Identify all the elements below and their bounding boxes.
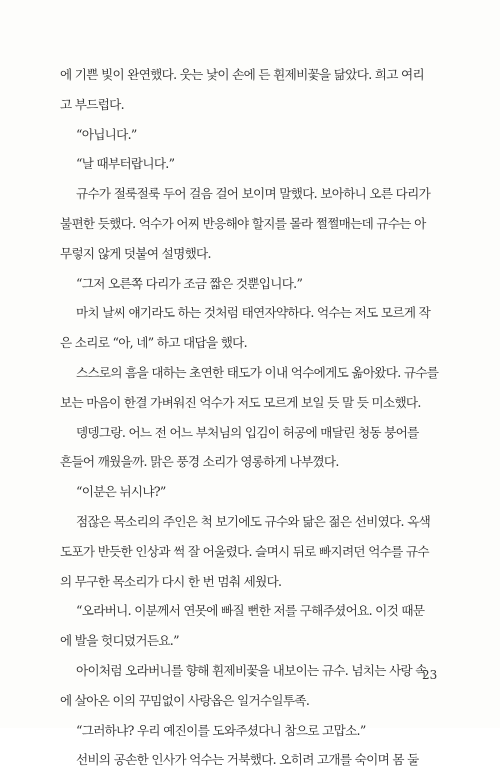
text-line: 불편한 듯했다. 억수가 어찌 반응해야 할지를 몰라 쩔쩔매는데 규수는 아 (60, 215, 426, 231)
text-line: 의 무구한 목소리가 다시 한 번 멈춰 세웠다. (60, 573, 282, 589)
text-line: 무렇지 않게 덧붙여 설명했다. (60, 245, 211, 261)
text-line: “아닙니다.” (76, 126, 137, 142)
text-line: 선비의 공손한 인사가 억수는 거북했다. 오히려 고개를 숙이며 몸 둘 (76, 752, 419, 768)
text-line: 도포가 반듯한 인상과 썩 잘 어울렸다. 슬며시 뒤로 빠지려던 억수를 규수 (60, 543, 429, 559)
text-line: 은 소리로 “아, 네” 하고 대답을 했다. (60, 335, 247, 351)
text-line: “오라버니. 이분께서 연못에 빠질 뻔한 저를 구해주셨어요. 이것 때문 (76, 603, 425, 619)
text-line: “이분은 뉘시냐?” (76, 484, 166, 500)
text-line: 에 발을 헛디뎠거든요.” (60, 633, 179, 649)
text-line: 보는 마음이 한결 가벼워진 억수가 저도 모르게 보일 듯 말 듯 미소했다. (60, 394, 421, 410)
text-line: 아이처럼 오라버니를 향해 휜제비꽃을 내보이는 규수. 넘치는 사랑 속 (76, 662, 427, 678)
page-body-text (60, 60, 444, 775)
text-line: 뎅뎅그랑. 어느 전 어느 부처님의 입김이 허공에 매달린 청동 붕어를 (76, 424, 419, 440)
text-line: 흔들어 깨웠을까. 맑은 풍경 소리가 영롱하게 나부꼈다. (60, 454, 339, 470)
text-line: 에 살아온 이의 꾸밈없이 사랑옵은 일거수일투족. (60, 692, 310, 708)
text-line: 고 부드럽다. (60, 96, 124, 112)
text-line: “그러하냐? 우리 예진이를 도와주셨다니 참으로 고맙소.” (76, 722, 366, 738)
text-line: “그저 오른쪽 다리가 조금 짧은 것뿐입니다.” (76, 275, 303, 291)
text-line: 스스로의 흠을 대하는 초연한 태도가 이내 억수에게도 옮아왔다. 규수를 (76, 364, 439, 380)
text-line: 규수가 절룩절룩 두어 걸음 걸어 보이며 말했다. 보아하니 오른 다리가 (76, 186, 431, 202)
text-line: 점잖은 목소리의 주인은 척 보기에도 규수와 닮은 젊은 선비였다. 옥색 (76, 513, 431, 529)
text-line: 에 기쁜 빛이 완연했다. 웃는 낯이 손에 든 휜제비꽃을 닮았다. 희고 여리 (60, 67, 424, 82)
page-number: 23 (422, 668, 438, 682)
text-line: “날 때부터랍니다.” (76, 156, 175, 172)
text-line: 마치 날씨 얘기라도 하는 것처럼 태연자약하다. 억수는 저도 모르게 작 (76, 305, 431, 321)
